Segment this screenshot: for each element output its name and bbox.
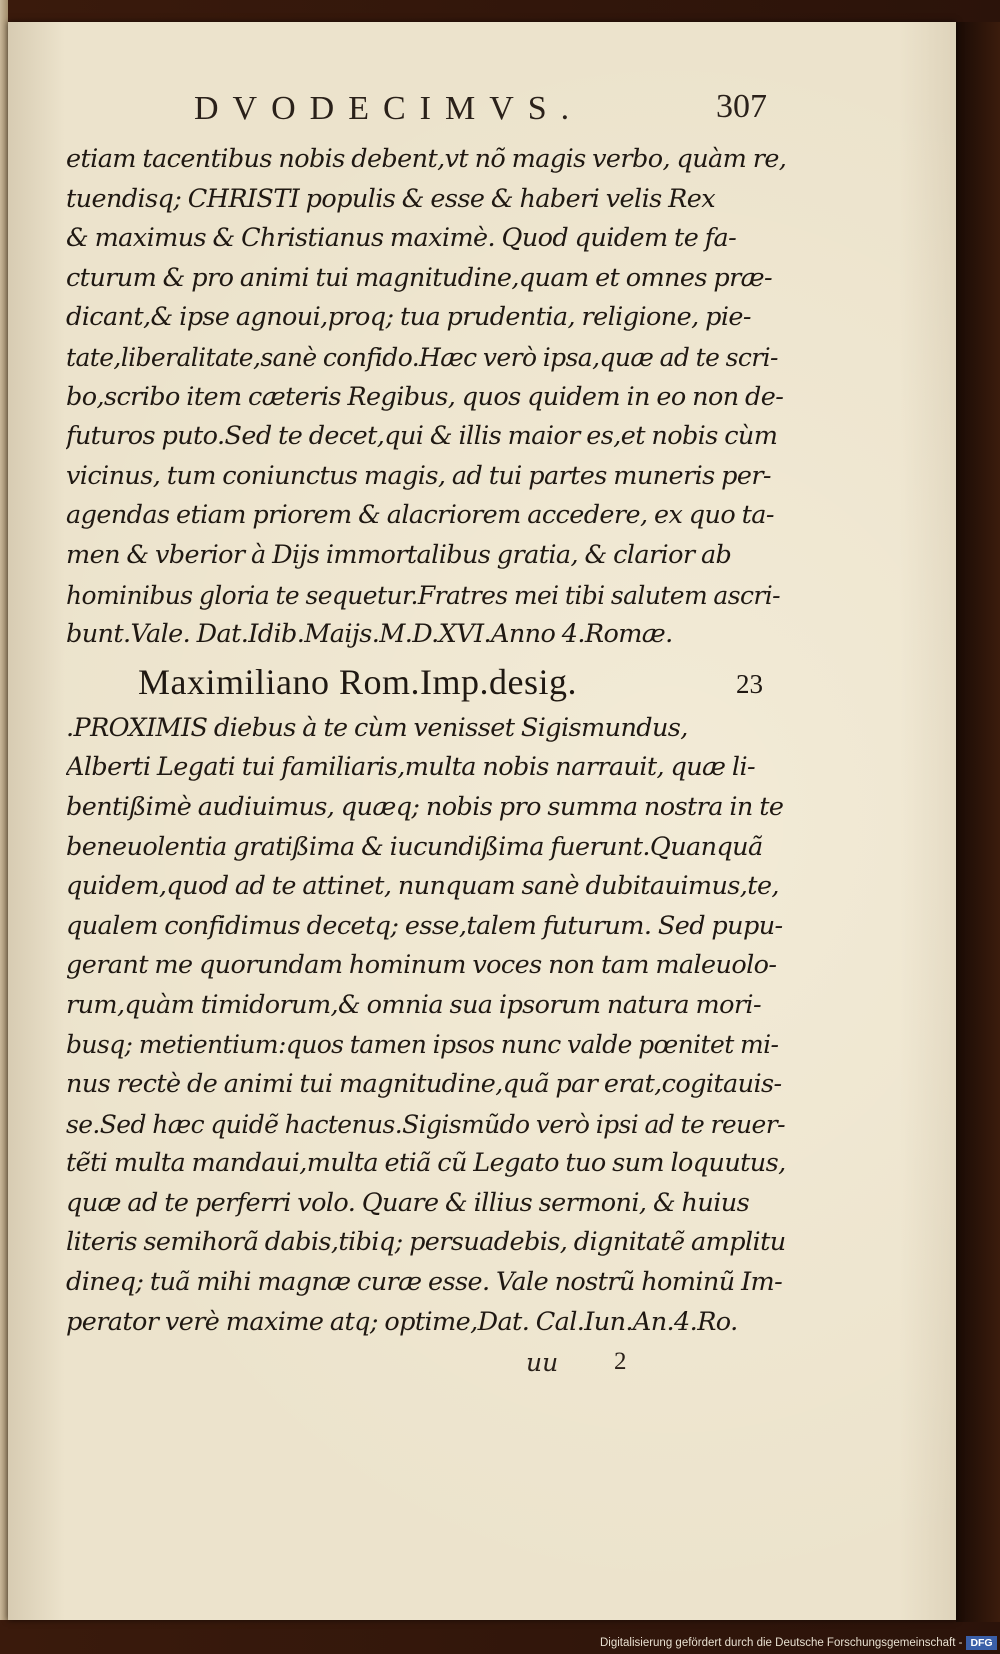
running-head (66, 82, 786, 140)
text-line: tuendisq; CHRISTI populis & esse & haberi velis Rex (66, 183, 716, 214)
text-line: tẽti multa mandaui,multa etiã cũ Legato tuo sum loquutus, (66, 1148, 786, 1179)
text-line: dicant,& ipse agnoui,proq; tua prudentia, religione, pie- (66, 302, 751, 333)
text-line: quidem,quod ad te attinet, nunquam sanè dubitauimus,te, (66, 871, 779, 902)
text-line: qualem confidimus decetq; esse,talem futurum. Sed pupu- (66, 910, 783, 941)
letter-2-body (66, 709, 786, 1343)
signature-letters: uu (526, 1348, 559, 1378)
credit-text: Digitalisierung gefördert durch die Deutsche Forschungsgemeinschaft - (600, 1637, 963, 1650)
text-line: bo,scribo item cæteris Regibus, quos quidem in eo non de- (66, 381, 784, 412)
text-line: literis semihorã dabis,tibiq; persuadebis, dignitatẽ amplitu (66, 1227, 786, 1258)
text-line: se.Sed hæc quidẽ hactenus.Sigismũdo verò ipsi ad te reuer- (66, 1109, 785, 1139)
text-line: rum,quàm timidorum,& omnia sua ipsorum natura mori- (66, 989, 761, 1020)
text-line: men & vberior à Dijs immortalibus gratia, & clarior ab (66, 539, 732, 570)
running-title: DVODECIMVS. (194, 90, 584, 127)
text-line: gerant me quorundam hominum voces non tam maleuolo- (66, 950, 777, 981)
page-edge (0, 0, 8, 1620)
text-line: nus rectè de animi tui magnitudine,quã par erat,cogitauis- (66, 1069, 782, 1100)
text-line: vicinus, tum coniunctus magis, ad tui partes muneris per- (66, 460, 771, 491)
text-line: .PROXIMIS diebus à te cùm venisset Sigismundus, (66, 712, 688, 743)
signature-mark (66, 1342, 786, 1386)
text-line: bentißimè audiuimus, quæq; nobis pro summa nostra in te (66, 791, 784, 822)
text-line: & maximus & Christianus maximè. Quod quidem te fa- (66, 223, 737, 254)
text-line: futuros puto.Sed te decet,qui & illis maior es,et nobis cùm (66, 421, 778, 452)
text-line: etiam tacentibus nobis debent,vt nõ magis verbo, quàm re, (66, 144, 786, 174)
signature-number: 2 (614, 1348, 627, 1376)
letter-1-body (66, 140, 786, 655)
text-line: bunt.Vale. Dat.Idib.Maijs.M.D.XVI.Anno 4.Romæ. (66, 619, 673, 650)
text-line: dineq; tuã mihi magnæ curæ esse. Vale nostrũ hominũ Im- (66, 1267, 783, 1298)
letter-2-heading (66, 657, 786, 709)
text-line: cturum & pro animi tui magnitudine,quam et omnes præ- (66, 262, 773, 293)
digitization-credit (600, 1636, 996, 1652)
text-line: beneuolentia gratißima & iucundißima fuerunt.Quanquã (66, 831, 763, 862)
letter-number: 23 (736, 668, 763, 699)
text-line: busq; metientium:quos tamen ipsos nunc valde pœnitet mi- (66, 1030, 779, 1060)
binding-shadow (956, 22, 1000, 1622)
text-line: perator verè maxime atq; optime,Dat. Cal.Iun.An.4.Ro. (66, 1306, 738, 1337)
text-line: tate,liberalitate,sanè confido.Hæc verò ipsa,quæ ad te scri- (66, 342, 778, 372)
text-line: Alberti Legati tui familiaris,multa nobis narrauit, quæ li- (66, 752, 756, 783)
text-line: quæ ad te perferri volo. Quare & illius sermoni, & huius (66, 1187, 750, 1218)
book-page (8, 22, 956, 1620)
dfg-logo: DFG (966, 1636, 996, 1650)
text-line: agendas etiam priorem & alacriorem accedere, ex quo ta- (66, 500, 774, 531)
page-number: 307 (716, 88, 767, 125)
text-line: hominibus gloria te sequetur.Fratres mei tibi salutem ascri- (66, 580, 780, 610)
letter-heading-title: Maximiliano Rom.Imp.desig. (138, 661, 577, 702)
text-block (66, 82, 786, 1386)
